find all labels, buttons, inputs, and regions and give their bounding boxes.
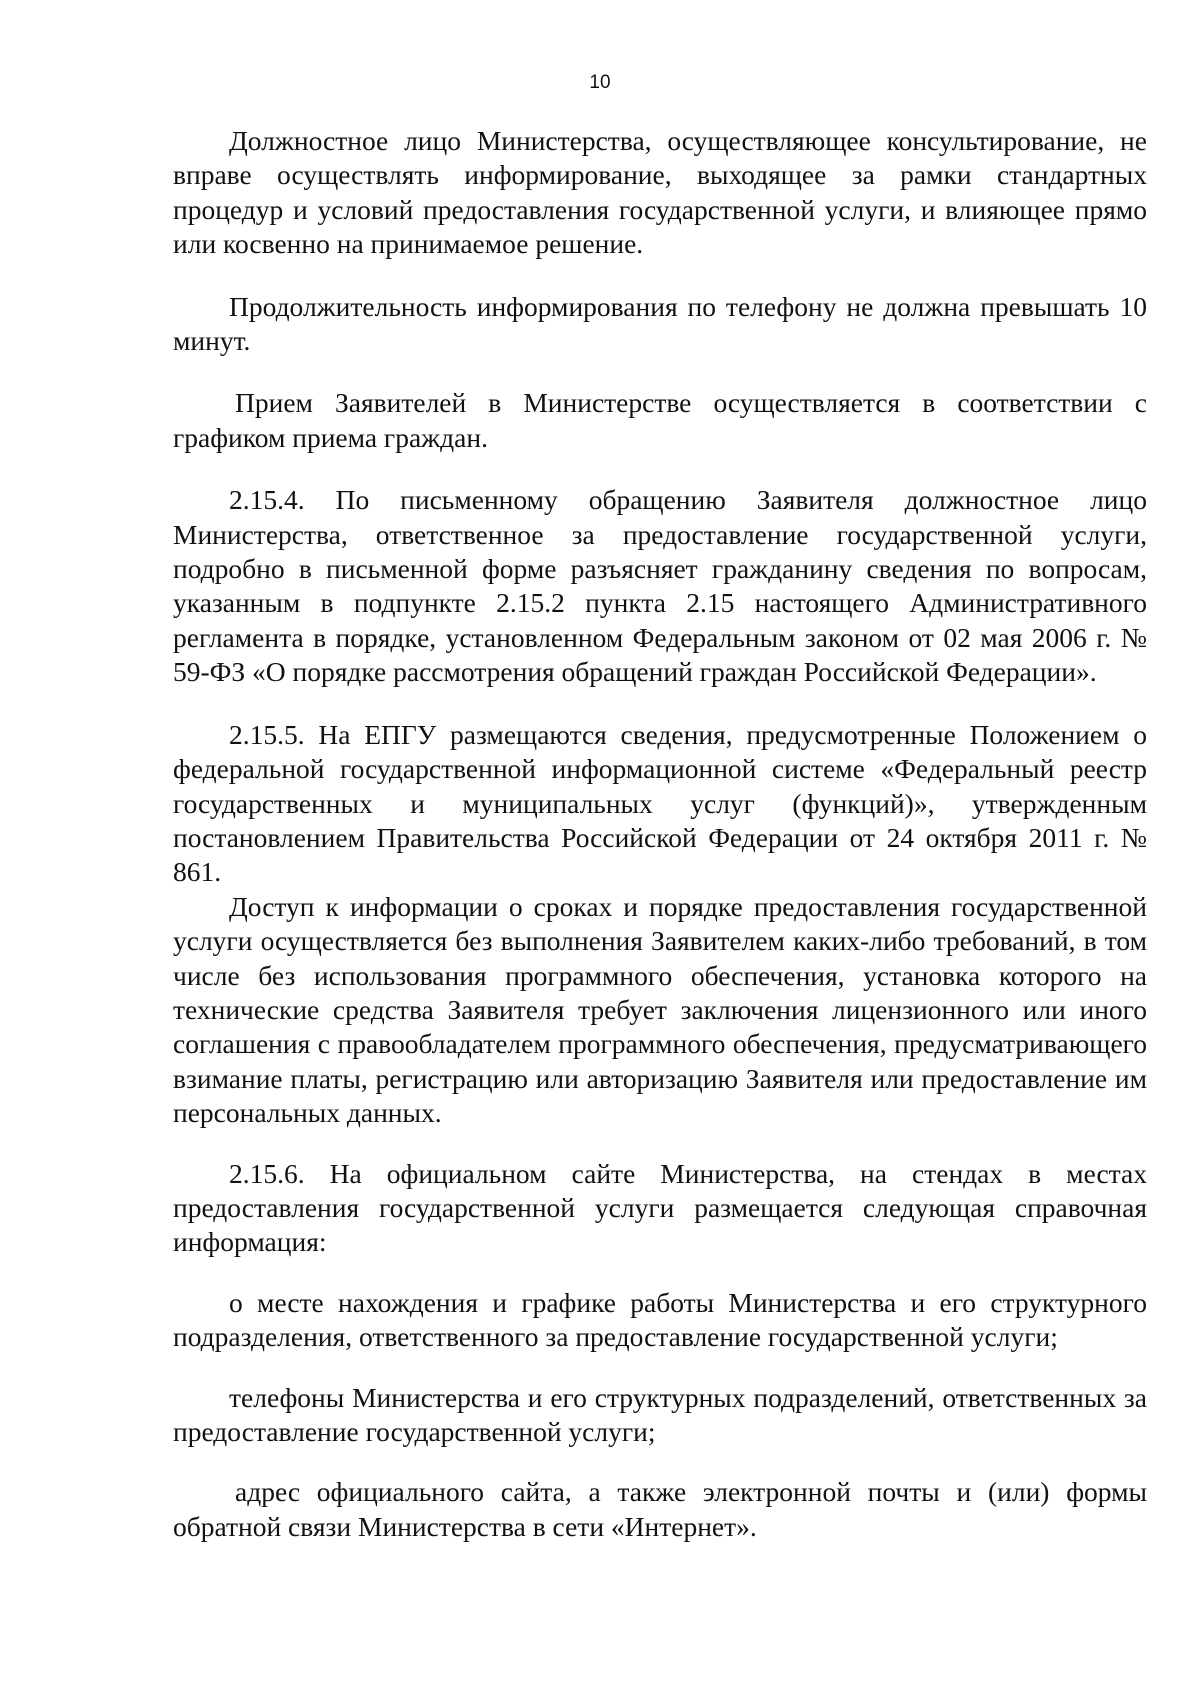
document-body [173,124,1147,1544]
paragraph-2-15-6: 2.15.6. На официальном сайте Министерства, на стендах в местах предоставления государственной услуги размещается следующая справочная информация: [173,1157,1147,1258]
paragraph-2-15-4: 2.15.4. По письменному обращению Заявителя должностное лицо Министерства, ответственное за предоставление государственной услуги, подробно в письменной форме разъясняет гражданину сведения по вопросам, указанным в подпункте 2.15.2 пункта 2.15 настоящего Административного регламента в порядке, установленном Федеральным законом от 02 мая 2006 г. № 59-ФЗ «О порядке рассмотрения обращений граждан Российской Федерации». [173,484,1147,688]
list-item-phones: телефоны Министерства и его структурных подразделений, ответственных за предоставление государственной услуги; [173,1381,1147,1447]
list-item-website-address: адрес официального сайта, а также электронной почты и (или) формы обратной связи Министерства в сети «Интернет». [173,1476,1147,1542]
paragraph-reception-schedule: Прием Заявителей в Министерстве осуществляется в соответствии с графиком приема граждан. [173,387,1147,453]
list-item-location-schedule: о месте нахождения и графике работы Министерства и его структурного подразделения, ответственного за предоставление государственной услуги; [173,1286,1147,1353]
page-number: 10 [589,72,611,93]
paragraph-2-15-5: 2.15.5. На ЕПГУ размещаются сведения, предусмотренные Положением о федеральной государственной информационной системе «Федеральный реестр государственных и муниципальных услуг (функций)», утвержденным постановлением Правительства Российской Федерации от 24 октября 2011 г. № 861. [173,718,1147,888]
paragraph-phone-duration: Продолжительность информирования по телефону не должна превышать 10 минут. [173,290,1147,357]
paragraph-access-to-information: Доступ к информации о сроках и порядке предоставления государственной услуги осуществляется без выполнения Заявителем каких-либо требований, в том числе без использования программного обеспечения, установка которого на технические средства Заявителя требует заключения лицензионного или иного соглашения с правообладателем программного обеспечения, предусматривающего взимание платы, регистрацию или авторизацию Заявителя или предоставление им персональных данных. [173,890,1147,1129]
paragraph-consultation-limits: Должностное лицо Министерства, осуществляющее консультирование, не вправе осуществлять информирование, выходящее за рамки стандартных процедур и условий предоставления государственной услуги, и влияющее прямо или косвенно на принимаемое решение. [173,125,1147,260]
